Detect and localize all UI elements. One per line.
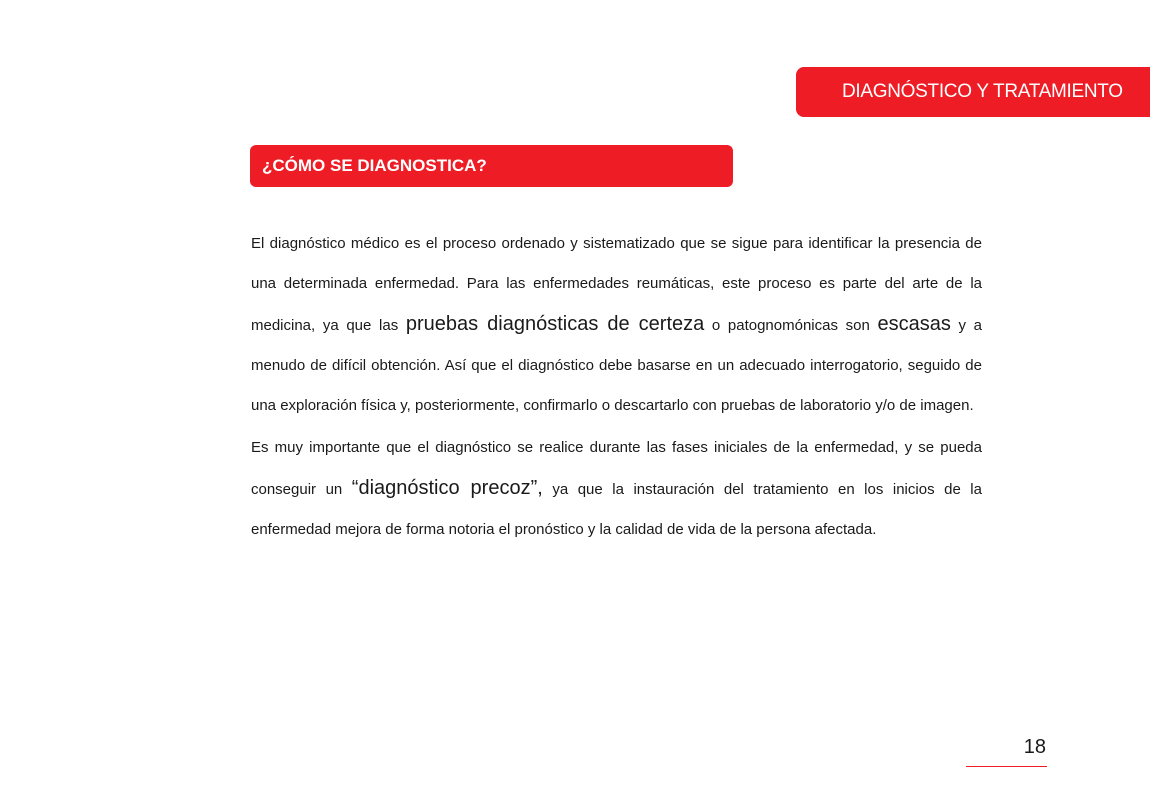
paragraph-1-part-2: o patognomónicas son xyxy=(704,317,878,334)
section-title: DIAGNÓSTICO Y TRATAMIENTO xyxy=(842,81,1123,102)
paragraph-2-part-1: Es muy importante que el diagnóstico se realice durante las fases iniciales de la enfermedad, y se pueda conseguir un xyxy=(251,439,982,498)
paragraph-1 xyxy=(251,224,982,426)
page-number: 18 xyxy=(1023,736,1046,758)
paragraph-2 xyxy=(251,428,982,550)
paragraph-1-part-3: y a menudo de difícil obtención. Así que el diagnóstico debe basarse en un adecuado interrogatorio, seguido de una exploración física y, posteriormente, confirmarlo o descartarlo con pruebas de laboratorio y/o de imagen. xyxy=(251,317,982,414)
page-number-rule xyxy=(966,766,1047,767)
paragraph-2-part-2: ya que la instauración del tratamiento en los inicios de la enfermedad mejora de forma notoria el pronóstico y la calidad de vida de la persona afectada. xyxy=(251,481,982,538)
paragraph-2-emphasis-1: “diagnóstico precoz”, xyxy=(351,477,543,499)
body-text xyxy=(251,224,982,550)
section-heading-bar xyxy=(250,145,733,187)
section-heading: ¿CÓMO SE DIAGNOSTICA? xyxy=(262,156,487,175)
paragraph-1-part-1: El diagnóstico médico es el proceso ordenado y sistematizado que se sigue para identificar la presencia de una determinada enfermedad. Para las enfermedades reumáticas, este proceso es parte del arte de la medicina, ya que las xyxy=(251,235,982,334)
paragraph-1-emphasis-1: pruebas diagnósticas de certeza xyxy=(405,313,705,335)
section-title-tab xyxy=(796,67,1150,117)
paragraph-1-emphasis-2: escasas xyxy=(877,313,951,335)
